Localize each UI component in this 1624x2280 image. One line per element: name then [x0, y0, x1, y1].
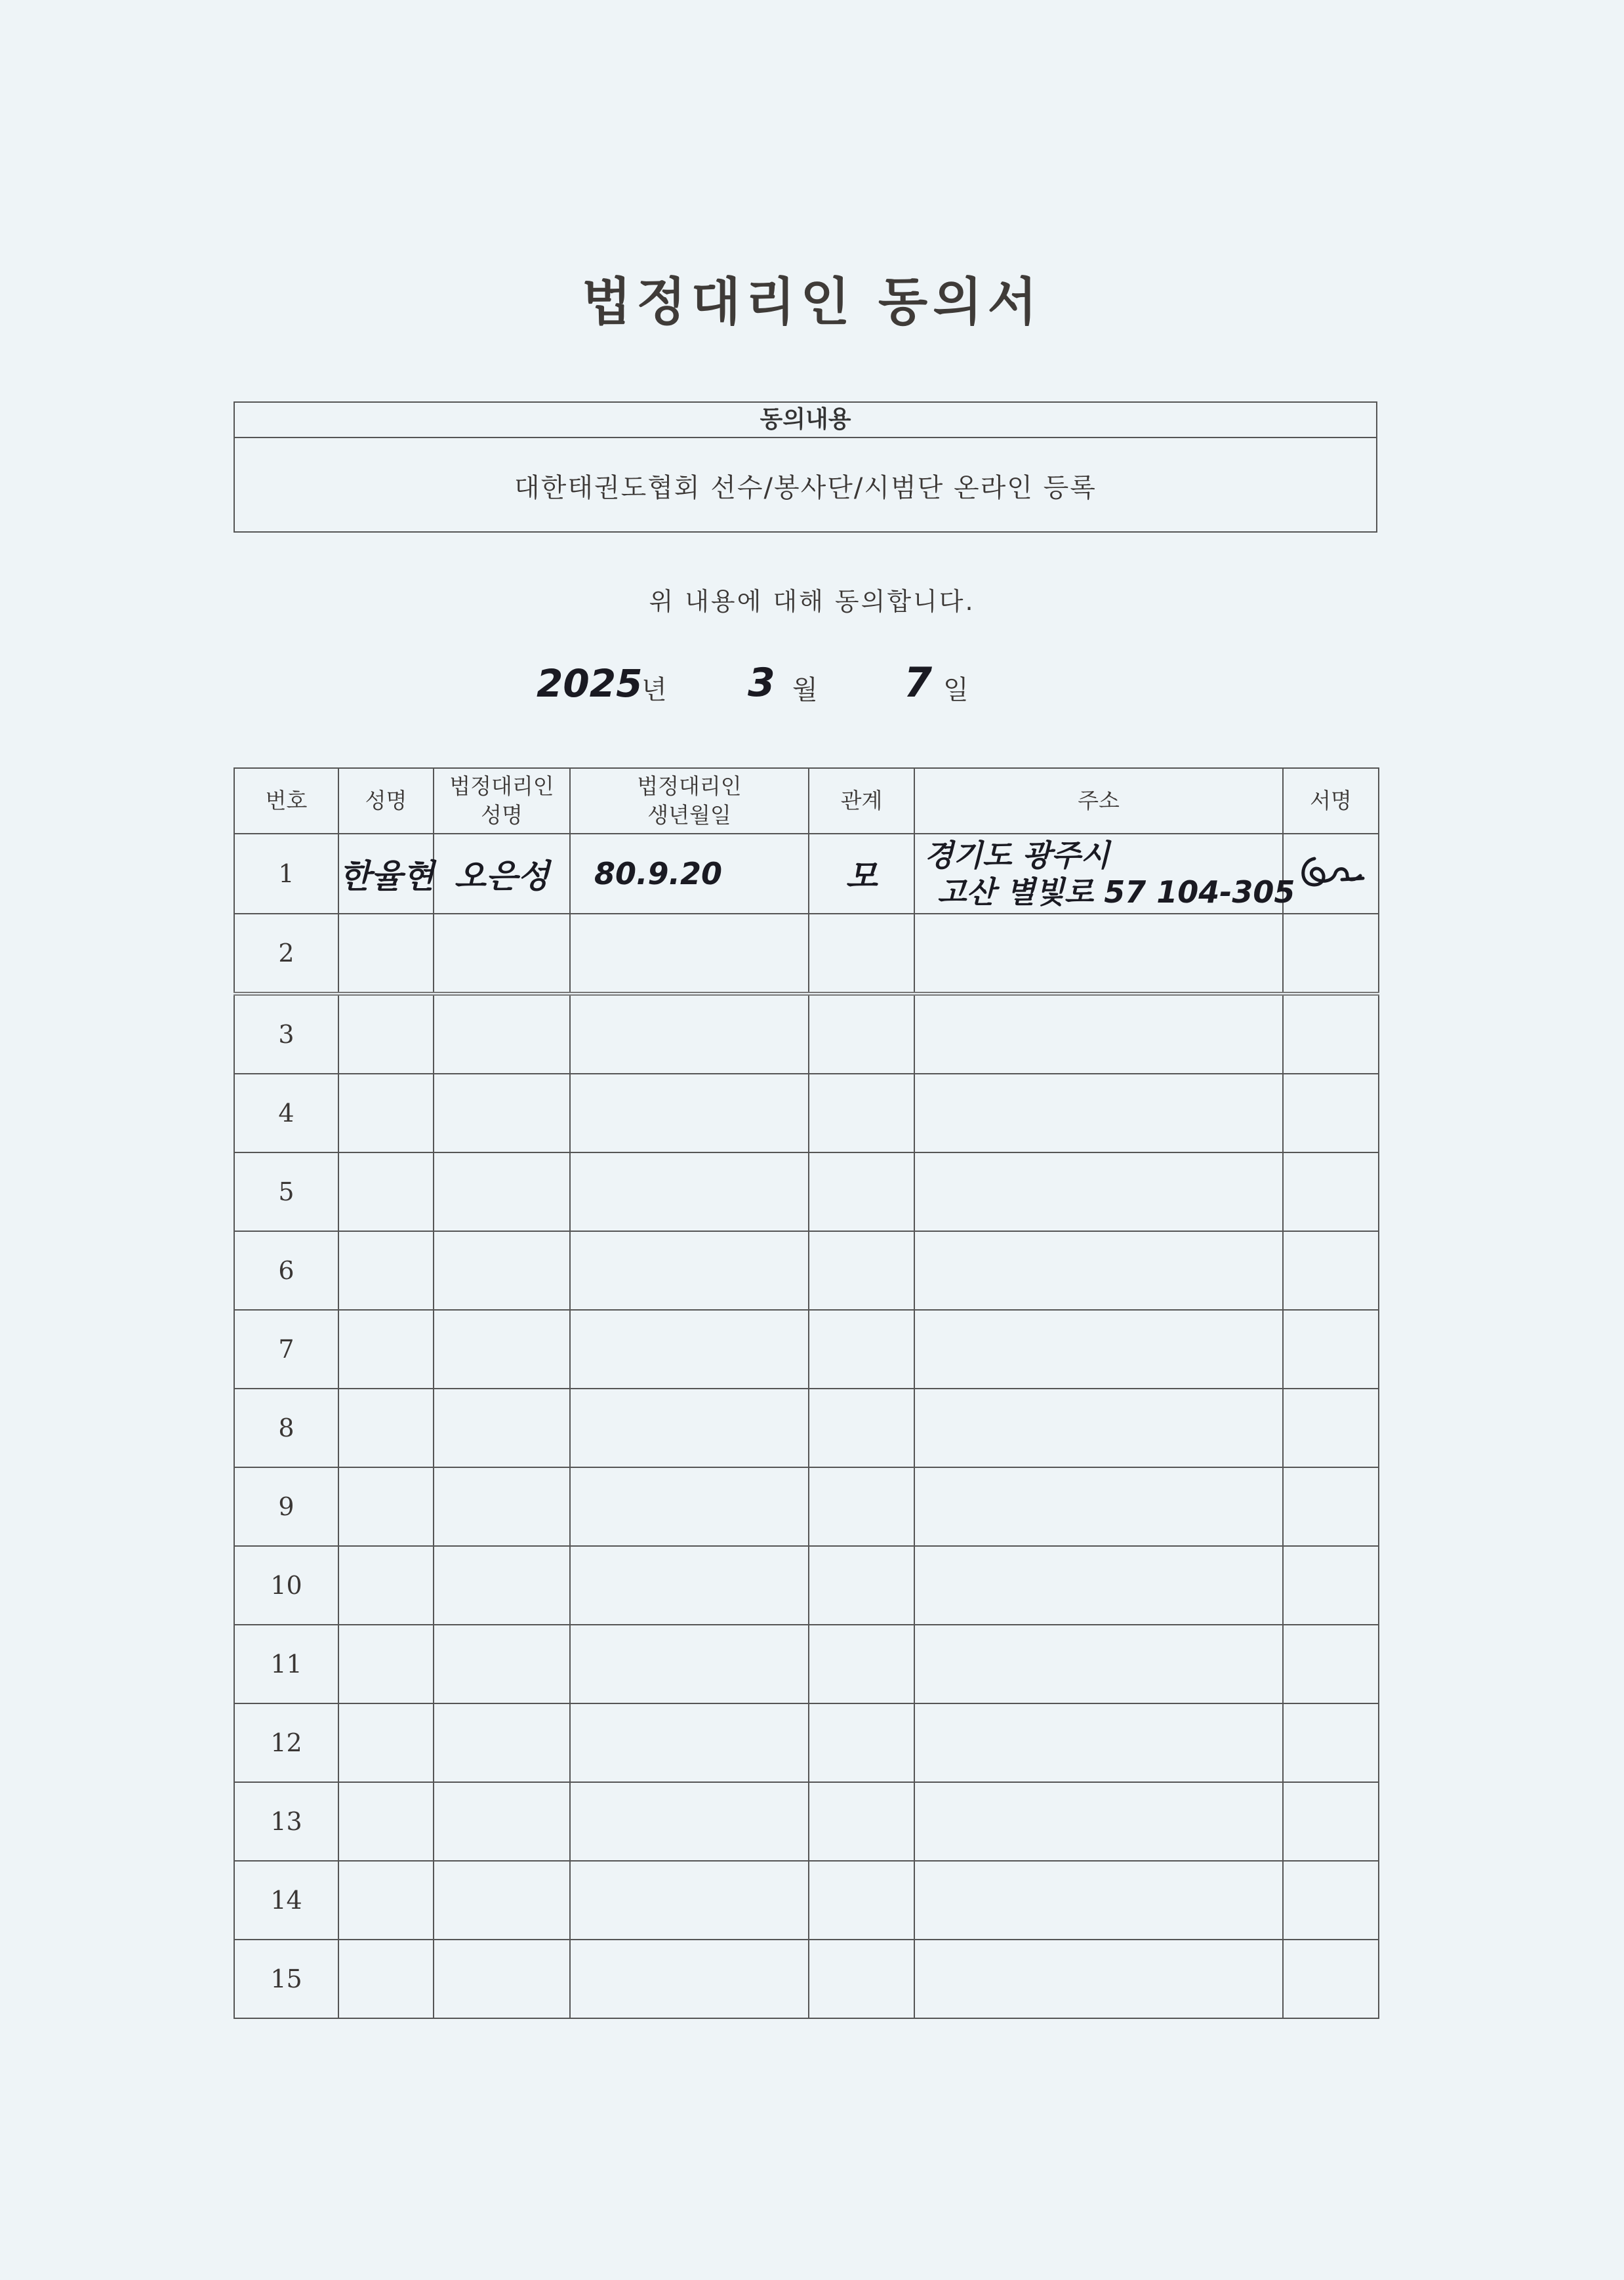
- header-relation-text: 관계: [840, 788, 883, 813]
- cell-name[interactable]: [338, 1389, 434, 1467]
- cell-guardian-birth[interactable]: [570, 1152, 809, 1231]
- page-title: 법정대리인 동의서: [582, 273, 1042, 332]
- cell-guardian-name[interactable]: [434, 1310, 570, 1389]
- cell-number: 14: [234, 1861, 338, 1940]
- table-row: [234, 1152, 1379, 1231]
- cell-relation[interactable]: [809, 1467, 914, 1546]
- cell-relation[interactable]: [809, 1389, 914, 1467]
- cell-address[interactable]: [914, 914, 1283, 994]
- cell-relation[interactable]: [809, 1074, 914, 1152]
- header-name-text: 성명: [365, 788, 407, 813]
- cell-address-line1: 경기도 광주시: [924, 838, 1110, 873]
- cell-guardian-birth[interactable]: [570, 1861, 809, 1940]
- header-guardian-name-line1: 법정대리인: [449, 773, 554, 799]
- cell-number: 5: [234, 1152, 338, 1231]
- cell-guardian-birth[interactable]: [570, 914, 809, 994]
- cell-name[interactable]: [338, 1703, 434, 1782]
- table-row: [234, 1861, 1379, 1940]
- cell-signature[interactable]: [1283, 914, 1379, 994]
- cell-name[interactable]: [338, 1861, 434, 1940]
- table-header-row: [234, 768, 1379, 834]
- cell-signature[interactable]: [1283, 1940, 1379, 2018]
- cell-relation[interactable]: [809, 1861, 914, 1940]
- cell-guardian-name-handwriting: 오은성: [454, 857, 550, 895]
- consent-box-content: 대한태권도협회 선수/봉사단/시범단 온라인 등록: [514, 472, 1097, 503]
- cell-address[interactable]: [914, 1703, 1283, 1782]
- cell-name[interactable]: [338, 1940, 434, 2018]
- table-row: [234, 834, 1379, 914]
- cell-signature[interactable]: [1283, 1231, 1379, 1310]
- cell-relation[interactable]: [809, 914, 914, 994]
- cell-guardian-birth[interactable]: [570, 994, 809, 1074]
- consent-box: [233, 401, 1377, 533]
- cell-name[interactable]: [338, 834, 434, 914]
- cell-guardian-birth[interactable]: [570, 1782, 809, 1861]
- cell-relation-handwriting: 모: [845, 857, 878, 895]
- date-row: [0, 656, 1624, 722]
- cell-guardian-name[interactable]: [434, 1231, 570, 1310]
- cell-guardian-birth[interactable]: [570, 834, 809, 914]
- cell-number: 3: [234, 994, 338, 1074]
- cell-relation[interactable]: [809, 1703, 914, 1782]
- cell-address[interactable]: [914, 1074, 1283, 1152]
- cell-guardian-birth[interactable]: [570, 1625, 809, 1703]
- cell-guardian-name[interactable]: [434, 1703, 570, 1782]
- header-guardian-name: [434, 768, 570, 834]
- cell-signature[interactable]: [1283, 1703, 1379, 1782]
- cell-relation[interactable]: [809, 1625, 914, 1703]
- cell-number: 4: [234, 1074, 338, 1152]
- cell-name[interactable]: [338, 1782, 434, 1861]
- cell-guardian-birth[interactable]: [570, 1074, 809, 1152]
- cell-guardian-birth[interactable]: [570, 1546, 809, 1625]
- cell-address-line2: 고산 별빛로 57 104-305: [937, 874, 1295, 910]
- table-row: [234, 1074, 1379, 1152]
- cell-number: 10: [234, 1546, 338, 1625]
- cell-name-handwriting: 한율현: [339, 857, 434, 895]
- header-relation: [809, 768, 914, 834]
- cell-number: 7: [234, 1310, 338, 1389]
- cell-address[interactable]: [914, 1940, 1283, 2018]
- cell-signature[interactable]: [1283, 1467, 1379, 1546]
- cell-relation[interactable]: [809, 834, 914, 914]
- agreement-statement: 위 내용에 대해 동의합니다.: [649, 587, 975, 616]
- date-day-label: 일: [943, 675, 969, 705]
- cell-address[interactable]: [914, 1310, 1283, 1389]
- cell-name[interactable]: [338, 1310, 434, 1389]
- cell-relation[interactable]: [809, 1152, 914, 1231]
- table-row: [234, 1703, 1379, 1782]
- cell-guardian-birth[interactable]: [570, 1231, 809, 1310]
- cell-guardian-name[interactable]: [434, 1467, 570, 1546]
- cell-relation[interactable]: [809, 1782, 914, 1861]
- header-signature-text: 서명: [1310, 788, 1352, 813]
- cell-address[interactable]: [914, 834, 1295, 914]
- cell-number: 15: [234, 1940, 338, 2018]
- cell-guardian-name[interactable]: [434, 1940, 570, 2018]
- cell-address[interactable]: [914, 1546, 1283, 1625]
- cell-guardian-birth[interactable]: [570, 1389, 809, 1467]
- cell-name[interactable]: [338, 1546, 434, 1625]
- cell-signature[interactable]: [1283, 1861, 1379, 1940]
- cell-guardian-name[interactable]: [434, 1074, 570, 1152]
- cell-guardian-name[interactable]: [434, 1389, 570, 1467]
- cell-number: 2: [234, 914, 338, 994]
- header-number: [234, 768, 338, 834]
- cell-guardian-name[interactable]: [434, 1152, 570, 1231]
- cell-name[interactable]: [338, 914, 434, 994]
- table-row: [234, 1940, 1379, 2018]
- cell-number: 13: [234, 1782, 338, 1861]
- cell-signature[interactable]: [1283, 1310, 1379, 1389]
- cell-number: 8: [234, 1389, 338, 1467]
- signature-mark: [1295, 849, 1367, 893]
- cell-address[interactable]: [914, 1625, 1283, 1703]
- cell-signature[interactable]: [1283, 1625, 1379, 1703]
- guardian-table: [233, 767, 1378, 2020]
- cell-guardian-birth[interactable]: [570, 1310, 809, 1389]
- header-guardian-birth-line1: 법정대리인: [637, 773, 742, 799]
- header-guardian-name-line2: 성명: [481, 802, 523, 828]
- consent-box-header: 동의내용: [235, 403, 1376, 438]
- header-address: [914, 768, 1283, 834]
- cell-address[interactable]: [914, 1861, 1283, 1940]
- cell-guardian-name[interactable]: [434, 1782, 570, 1861]
- cell-signature[interactable]: [1283, 1546, 1379, 1625]
- cell-name[interactable]: [338, 994, 434, 1074]
- cell-signature[interactable]: [1283, 1782, 1379, 1861]
- cell-name[interactable]: [338, 1231, 434, 1310]
- cell-relation[interactable]: [809, 1940, 914, 2018]
- cell-guardian-name[interactable]: [434, 834, 570, 914]
- cell-number: 12: [234, 1703, 338, 1782]
- cell-signature[interactable]: [1283, 994, 1379, 1074]
- table-row: [234, 1231, 1379, 1310]
- cell-address[interactable]: [914, 1389, 1283, 1467]
- cell-guardian-birth-handwriting: 80.9.20: [594, 856, 722, 891]
- cell-number: 6: [234, 1231, 338, 1310]
- cell-address[interactable]: [914, 1231, 1283, 1310]
- table-row: [234, 1310, 1379, 1389]
- header-guardian-birth: [570, 768, 809, 834]
- cell-address[interactable]: [914, 1467, 1283, 1546]
- cell-signature[interactable]: [1283, 834, 1379, 914]
- cell-number: 11: [234, 1625, 338, 1703]
- table-row: [234, 1546, 1379, 1625]
- cell-address[interactable]: [914, 1782, 1283, 1861]
- date-month-label: 월: [792, 675, 818, 705]
- signature-icon: [1295, 849, 1367, 893]
- header-signature: [1283, 768, 1379, 834]
- table-row: [234, 1467, 1379, 1546]
- cell-guardian-name[interactable]: [434, 914, 570, 994]
- cell-name[interactable]: [338, 1467, 434, 1546]
- cell-number: 9: [234, 1467, 338, 1546]
- cell-name[interactable]: [338, 1625, 434, 1703]
- cell-address[interactable]: [914, 1152, 1283, 1231]
- header-name: [338, 768, 434, 834]
- cell-guardian-name[interactable]: [434, 1546, 570, 1625]
- date-day-value[interactable]: 7: [904, 659, 933, 706]
- table-row: [234, 1389, 1379, 1467]
- cell-guardian-birth[interactable]: [570, 1703, 809, 1782]
- cell-relation[interactable]: [809, 1546, 914, 1625]
- table-row: [234, 914, 1379, 994]
- cell-guardian-name[interactable]: [434, 994, 570, 1074]
- cell-guardian-name[interactable]: [434, 1861, 570, 1940]
- cell-guardian-birth[interactable]: [570, 1467, 809, 1546]
- date-month-value[interactable]: 3: [748, 660, 775, 706]
- cell-signature[interactable]: [1283, 1074, 1379, 1152]
- cell-signature[interactable]: [1283, 1152, 1379, 1231]
- header-address-text: 주소: [1078, 788, 1120, 813]
- cell-signature[interactable]: [1283, 1389, 1379, 1467]
- cell-name[interactable]: [338, 1074, 434, 1152]
- date-year-label: 년: [641, 675, 667, 705]
- cell-relation[interactable]: [809, 1310, 914, 1389]
- cell-guardian-name[interactable]: [434, 1625, 570, 1703]
- table-row: [234, 1782, 1379, 1861]
- header-number-text: 번호: [265, 788, 308, 813]
- cell-guardian-birth[interactable]: [570, 1940, 809, 2018]
- cell-name[interactable]: [338, 1152, 434, 1231]
- cell-relation[interactable]: [809, 994, 914, 1074]
- cell-number: 1: [234, 834, 338, 914]
- header-guardian-birth-line2: 생년월일: [647, 802, 731, 828]
- table-row: [234, 994, 1379, 1074]
- date-year-value[interactable]: 2025: [537, 661, 643, 706]
- cell-address[interactable]: [914, 994, 1283, 1074]
- cell-relation[interactable]: [809, 1231, 914, 1310]
- table-row: [234, 1625, 1379, 1703]
